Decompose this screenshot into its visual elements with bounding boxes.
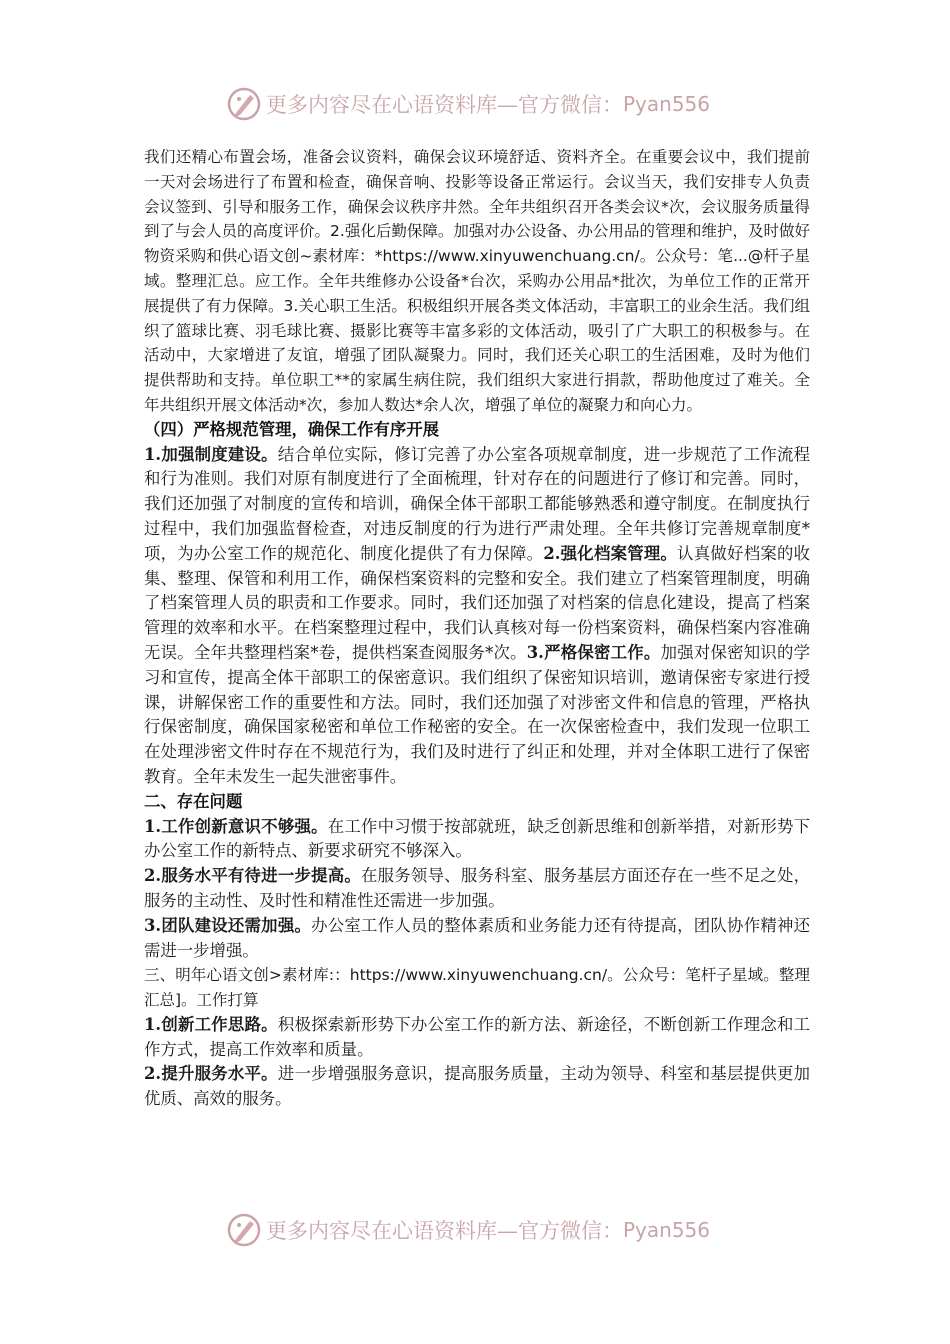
pen-logo-icon (226, 1212, 262, 1248)
plan-item (144, 1013, 810, 1063)
watermark-contact: Pyan556 (623, 92, 711, 116)
watermark-header (226, 84, 726, 124)
watermark-footer (226, 1210, 726, 1250)
item-text: 认真做好档案的收集、整理、保管和利用工作，确保档案资料的完整和安全。我们建立了档案管理制度，明确了档案管理人员的职责和工作要求。同时，我们还加强了对档案的信息化建设，提高了档案管理的效率和水平。在档案整理过程中，我们认真核对每一份档案资料，确保档案内容准确无误。全年共整理档案*卷，提供档案查阅服务*次。 (144, 543, 810, 662)
paragraph-services: 我们还精心布置会场，准备会议资料，确保会议环境舒适、资料齐全。在重要会议中，我们提前一天对会场进行了布置和检查，确保音响、投影等设备正常运行。会议当天，我们安排专人负责会议签到、引导和服务工作，确保会议秩序井然。全年共组织召开各类会议*次，会议服务质量得到了与会人员的高度评价。2.强化后勤保障。加强对办公设备、办公用品的管理和维护，及时做好物资采购和供心语文创~素材库：*https://www.xinyuwenchuang.cn/。公众号：笔...@杆子星域。整理汇总。应工作。全年共维修办公设备*台次，采购办公用品*批次，为单位工作的正常开展提供了有力保障。3.关心职工生活。积极组织开展各类文体活动，丰富职工的业余生活。我们组织了篮球比赛、羽毛球比赛、摄影比赛等丰富多彩的文体活动，吸引了广大职工的积极参与。在活动中，大家增进了友谊，增强了团队凝聚力。同时，我们还关心职工的生活困难，及时为他们提供帮助和支持。单位职工**的家属生病住院，我们组织大家进行捐款，帮助他度过了难关。全年共组织开展文体活动*次，参加人数达*余人次，增强了单位的凝聚力和向心力。 (144, 148, 810, 414)
item-text: 进一步增强服务意识，提高服务质量，主动为领导、科室和基层提供更加优质、高效的服务。 (144, 1064, 810, 1109)
item-text: 在工作中习惯于按部就班，缺乏创新思维和创新举措，对新形势下办公室工作的新特点、新要求研究不够深入。 (144, 816, 810, 861)
item-title: 1.工作创新意识不够强。 (144, 816, 328, 836)
item-text: 结合单位实际，修订完善了办公室各项规章制度，进一步规范了工作流程和行为准则。我们对原有制度进行了全面梳理，针对存在的问题进行了修订和完善。同时，我们还加强了对制度的宣传和培训，确保全体干部职工都能够熟悉和遵守制度。在制度执行过程中，我们加强监督检查，对违反制度的行为进行严肃处理。全年共修订完善规章制度*项，为办公室工作的规范化、制度化提供了有力保障。 (144, 444, 810, 563)
item-text: 办公室工作人员的整体素质和业务能力还有待提高，团队协作精神还需进一步增强。 (144, 915, 810, 960)
item-text: 在服务领导、服务科室、服务基层方面还存在一些不足之处，服务的主动性、及时性和精准性还需进一步加强。 (144, 866, 810, 910)
item-text: 加强对保密知识的学习和宣传，提高全体干部职工的保密意识。我们组织了保密知识培训，邀请保密专家进行授课，讲解保密工作的重要性和方法。同时，我们还加强了对涉密文件和信息的管理，严格执行保密制度，确保国家秘密和单位工作秘密的安全。在一次保密检查中，我们发现一位职工在处理涉密文件时存在不规范行为，我们及时进行了纠正和处理，并对全体职工进行了保密教育。全年未发生一起失泄密事件。 (144, 642, 811, 786)
section-heading-management: （四）严格规范管理，确保工作有序开展 (144, 419, 440, 439)
item-title: 3.团队建设还需加强。 (144, 915, 312, 935)
pen-logo-icon (226, 86, 262, 122)
item-title: 2.服务水平有待进一步提高。 (144, 866, 362, 886)
document-body (144, 145, 810, 1112)
issue-item (144, 914, 810, 964)
watermark-text: 更多内容尽在心语资料库—官方微信： (266, 93, 623, 117)
item-title: 2.提升服务水平。 (144, 1064, 278, 1084)
item-title: 3.严格保密工作。 (526, 642, 661, 662)
item-title: 1.加强制度建设。 (144, 444, 278, 464)
issue-item (144, 815, 810, 865)
watermark-contact: Pyan556 (623, 1218, 711, 1242)
section-heading-issues: 二、存在问题 (144, 791, 243, 811)
item-title: 1.创新工作思路。 (144, 1014, 278, 1034)
issue-item (144, 864, 810, 914)
item-title: 2.强化档案管理。 (543, 543, 678, 563)
item-text: 积极探索新形势下办公室工作的新方法、新途径，不断创新工作理念和工作方式，提高工作效率和质量。 (144, 1014, 810, 1059)
section-heading-plans: 三、明年心语文创>素材库:：https://www.xinyuwenchuang.cn/。公众号：笔杆子星域。整理汇总]。工作打算 (144, 966, 810, 1010)
paragraph-management (144, 443, 810, 790)
watermark-text: 更多内容尽在心语资料库—官方微信： (266, 1219, 623, 1243)
plan-item (144, 1062, 810, 1112)
